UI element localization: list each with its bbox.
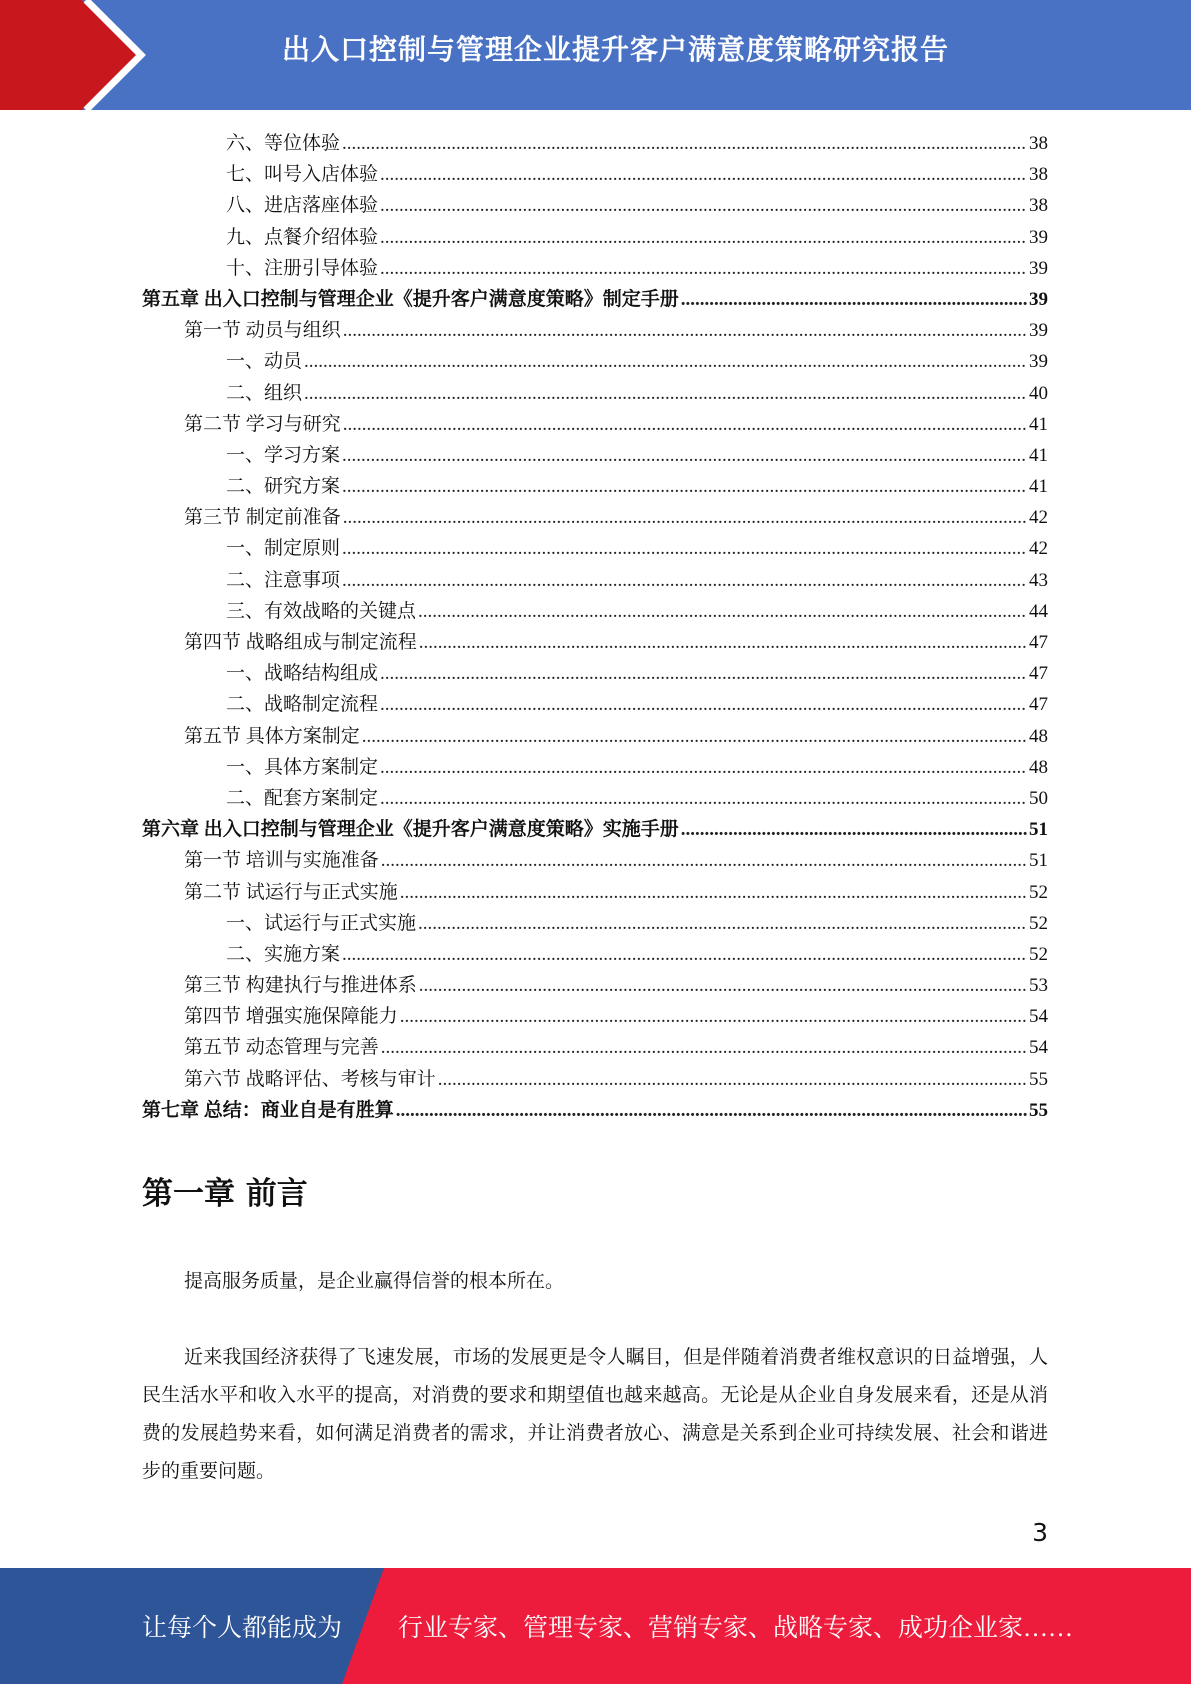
toc-entry-page: 55 [1029,1099,1048,1121]
table-of-contents [142,128,1048,1126]
toc-entry-page: 42 [1029,538,1048,560]
toc-entry-page: 41 [1029,444,1048,466]
toc-section-entry[interactable] [142,627,1048,658]
toc-subsection-entry[interactable] [142,658,1048,689]
toc-subsection-entry[interactable] [142,159,1048,190]
toc-entry-title: 第一节 培训与实施准备 [184,850,379,872]
toc-entry-title: 第四节 增强实施保障能力 [184,1006,398,1028]
toc-section-entry[interactable] [142,1032,1048,1063]
toc-dot-leader [342,476,1027,498]
toc-section-entry[interactable] [142,721,1048,752]
toc-entry-title: 二、组织 [226,382,303,404]
toc-section-entry[interactable] [142,845,1048,876]
toc-entry-page: 38 [1029,164,1048,186]
toc-dot-leader [681,819,1027,841]
toc-dot-leader [380,788,1027,810]
toc-dot-leader [342,944,1027,966]
toc-entry-page: 54 [1029,1037,1048,1059]
toc-entry-title: 十、注册引导体验 [226,257,379,279]
toc-entry-title: 一、试运行与正式实施 [226,912,417,934]
toc-entry-title: 二、实施方案 [226,943,341,965]
toc-dot-leader [418,913,1027,935]
toc-dot-leader [380,195,1027,217]
toc-entry-page: 41 [1029,413,1048,435]
toc-dot-leader [681,289,1027,311]
toc-entry-page: 52 [1029,943,1048,965]
toc-entry-title: 二、注意事项 [226,569,341,591]
page-footer [0,1568,1191,1684]
toc-subsection-entry[interactable] [142,222,1048,253]
toc-entry-page: 39 [1029,288,1048,310]
toc-section-entry[interactable] [142,1001,1048,1032]
toc-subsection-entry[interactable] [142,783,1048,814]
toc-entry-title: 第六章 出入口控制与管理企业《提升客户满意度策略》实施手册 [142,819,679,841]
toc-entry-title: 八、进店落座体验 [226,195,379,217]
toc-entry-page: 39 [1029,257,1048,279]
toc-section-entry[interactable] [142,502,1048,533]
toc-entry-page: 39 [1029,320,1048,342]
toc-entry-title: 三、有效战略的关键点 [226,600,417,622]
toc-entry-page: 51 [1029,850,1048,872]
toc-entry-page: 44 [1029,600,1048,622]
toc-entry-title: 第三节 制定前准备 [184,507,341,529]
toc-dot-leader [342,538,1027,560]
report-title: 出入口控制与管理企业提升客户满意度策略研究报告 [281,33,949,66]
toc-dot-leader [396,1100,1027,1122]
toc-dot-leader [343,507,1027,529]
chapter-paragraph: 近来我国经济获得了飞速发展，市场的发展更是令人瞩目，但是伴随着消费者维权意识的日益增强，人民生活水平和收入水平的提高，对消费的要求和期望值也越来越高。无论是从企业自身发展来看，还是从消费的发展趋势来看，如何满足消费者的需求，并让消费者放心、满意是关系到企业可持续发展、社会和谐进步的重要问题。 [142,1347,1048,1482]
toc-chapter-entry[interactable] [142,284,1048,315]
toc-entry-title: 一、学习方案 [226,444,341,466]
toc-entry-title: 二、配套方案制定 [226,787,379,809]
toc-entry-title: 第三节 构建执行与推进体系 [184,975,417,997]
toc-dot-leader [380,258,1027,280]
toc-subsection-entry[interactable] [142,128,1048,159]
toc-entry-title: 第四节 战略组成与制定流程 [184,632,417,653]
toc-chapter-entry[interactable] [142,814,1048,845]
toc-dot-leader [362,726,1027,748]
toc-dot-leader [342,133,1027,155]
toc-entry-page: 39 [1029,351,1048,373]
toc-dot-leader [304,383,1027,405]
toc-entry-page: 51 [1029,819,1048,841]
toc-entry-page: 55 [1029,1068,1048,1090]
toc-dot-leader [418,601,1027,623]
toc-dot-leader [380,757,1027,779]
toc-subsection-entry[interactable] [142,939,1048,970]
toc-dot-leader [381,1037,1027,1059]
toc-section-entry[interactable] [142,970,1048,1001]
toc-subsection-entry[interactable] [142,908,1048,939]
toc-entry-title: 一、具体方案制定 [226,756,379,778]
toc-entry-title: 六、等位体验 [226,133,341,154]
toc-entry-title: 第二节 试运行与正式实施 [184,881,398,903]
toc-entry-page: 47 [1029,663,1048,685]
toc-subsection-entry[interactable] [142,440,1048,471]
toc-entry-title: 第六节 战略评估、考核与审计 [184,1068,436,1090]
footer-slogan-left: 让每个人都能成为 [142,1615,343,1642]
toc-dot-leader [380,663,1027,685]
toc-entry-title: 第五节 动态管理与完善 [184,1037,379,1059]
toc-subsection-entry[interactable] [142,190,1048,221]
toc-dot-leader [343,414,1027,436]
toc-subsection-entry[interactable] [142,689,1048,720]
toc-chapter-entry[interactable] [142,1095,1048,1126]
toc-dot-leader [400,882,1027,904]
page-number: 3 [1032,1518,1048,1547]
toc-entry-title: 第二节 学习与研究 [184,413,341,435]
toc-entry-page: 47 [1029,694,1048,716]
toc-entry-page: 53 [1029,975,1048,997]
toc-dot-leader [419,632,1027,654]
toc-subsection-entry[interactable] [142,596,1048,627]
toc-entry-page: 43 [1029,569,1048,591]
toc-entry-page: 39 [1029,226,1048,248]
chapter-heading: 第一章 前言 [142,1176,308,1212]
toc-dot-leader [380,164,1027,186]
toc-dot-leader [380,227,1027,249]
toc-entry-page: 38 [1029,133,1048,154]
footer-slogan-right: 行业专家、管理专家、营销专家、战略专家、成功企业家…… [398,1615,1074,1642]
toc-dot-leader [381,850,1027,872]
toc-entry-page: 52 [1029,881,1048,903]
toc-entry-title: 第一节 动员与组织 [184,320,341,342]
toc-dot-leader [342,445,1027,467]
toc-subsection-entry[interactable] [142,565,1048,596]
page-header [0,0,1191,110]
toc-entry-page: 54 [1029,1006,1048,1028]
chapter-paragraph: 提高服务质量，是企业赢得信誉的根本所在。 [184,1271,565,1292]
toc-subsection-entry[interactable] [142,378,1048,409]
toc-dot-leader [343,320,1027,342]
toc-entry-page: 42 [1029,507,1048,529]
toc-entry-page: 50 [1029,787,1048,809]
toc-entry-title: 二、战略制定流程 [226,694,379,716]
toc-dot-leader [342,570,1027,592]
toc-entry-page: 48 [1029,756,1048,778]
toc-entry-title: 第五章 出入口控制与管理企业《提升客户满意度策略》制定手册 [142,288,679,310]
toc-entry-title: 七、叫号入店体验 [226,164,379,186]
toc-subsection-entry[interactable] [142,752,1048,783]
toc-entry-page: 38 [1029,195,1048,217]
toc-entry-page: 40 [1029,382,1048,404]
toc-section-entry[interactable] [142,1064,1048,1095]
toc-dot-leader [304,351,1027,373]
toc-dot-leader [400,1006,1027,1028]
toc-entry-page: 41 [1029,476,1048,498]
toc-entry-page: 52 [1029,912,1048,934]
toc-dot-leader [419,975,1027,997]
toc-entry-title: 九、点餐介绍体验 [226,226,379,248]
toc-entry-title: 一、动员 [226,351,303,373]
toc-section-entry[interactable] [142,409,1048,440]
toc-entry-page: 47 [1029,632,1048,653]
toc-dot-leader [438,1069,1027,1091]
toc-entry-title: 一、战略结构组成 [226,663,379,685]
toc-subsection-entry[interactable] [142,253,1048,284]
toc-section-entry[interactable] [142,315,1048,346]
toc-subsection-entry[interactable] [142,471,1048,502]
toc-entry-title: 第七章 总结：商业自是有胜算 [142,1099,394,1121]
toc-section-entry[interactable] [142,877,1048,908]
toc-entry-title: 一、制定原则 [226,538,341,560]
toc-entry-title: 第五节 具体方案制定 [184,725,360,747]
toc-dot-leader [380,694,1027,716]
toc-entry-page: 48 [1029,725,1048,747]
toc-entry-title: 二、研究方案 [226,476,341,498]
toc-subsection-entry[interactable] [142,346,1048,377]
toc-subsection-entry[interactable] [142,533,1048,564]
